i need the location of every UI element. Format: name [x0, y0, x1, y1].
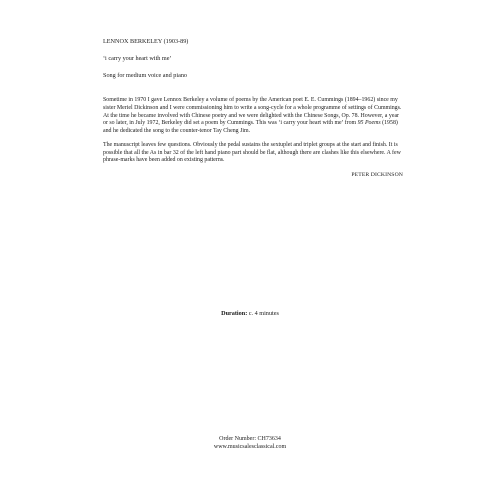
order-number: Order Number: CH73634 — [219, 436, 281, 442]
paragraph-history-italic-title: 95 Poems — [357, 120, 381, 127]
footer — [0, 435, 500, 451]
paragraph-manuscript: The manuscript leaves few questions. Obviously the pedal sustains the sextuplet and triplet groups at the start and finish. It is possible that all the As in bar 32 of the left hand piano part should be flat, although there are clashes like this elsewhere. A few phrase-marks have been added on existing patterns. — [103, 141, 401, 164]
header-block — [103, 38, 403, 89]
song-title: ‘i carry your heart with me’ — [103, 55, 172, 62]
author-signature: PETER DICKINSON — [351, 172, 403, 178]
duration-label: Duration: — [221, 310, 248, 317]
duration-line — [0, 310, 500, 318]
publisher-website: www.musicsalesclassical.com — [213, 444, 287, 450]
duration-value: c. 4 minutes — [247, 310, 279, 317]
paragraph-history-text-1: Sometime in 1970 I gave Lennox Berkeley a volume of poems by the American poet E. E. Cummings (1894–1962) since my sister Meriel Dickinson and I were commissioning him to write a song-cycle for a whole programme of settings of Cummings. At the time he became involved with Chinese poetry and we were delighted with the Chinese Songs, Op. 78. However, a year or so later, in July 1972, Berkeley did set a poem by Cummings. This was ‘i carry your heart with me’ from — [103, 97, 402, 127]
paragraph-history — [103, 97, 403, 136]
composer-heading: LENNOX BERKELEY (1903-89) — [103, 38, 189, 45]
program-note — [103, 97, 403, 179]
song-subtitle: Song for medium voice and piano — [103, 72, 188, 79]
paragraph-history-text-2: (1958) and he dedicated the song to the counter-tenor Tay Cheng Jim. — [103, 120, 398, 134]
